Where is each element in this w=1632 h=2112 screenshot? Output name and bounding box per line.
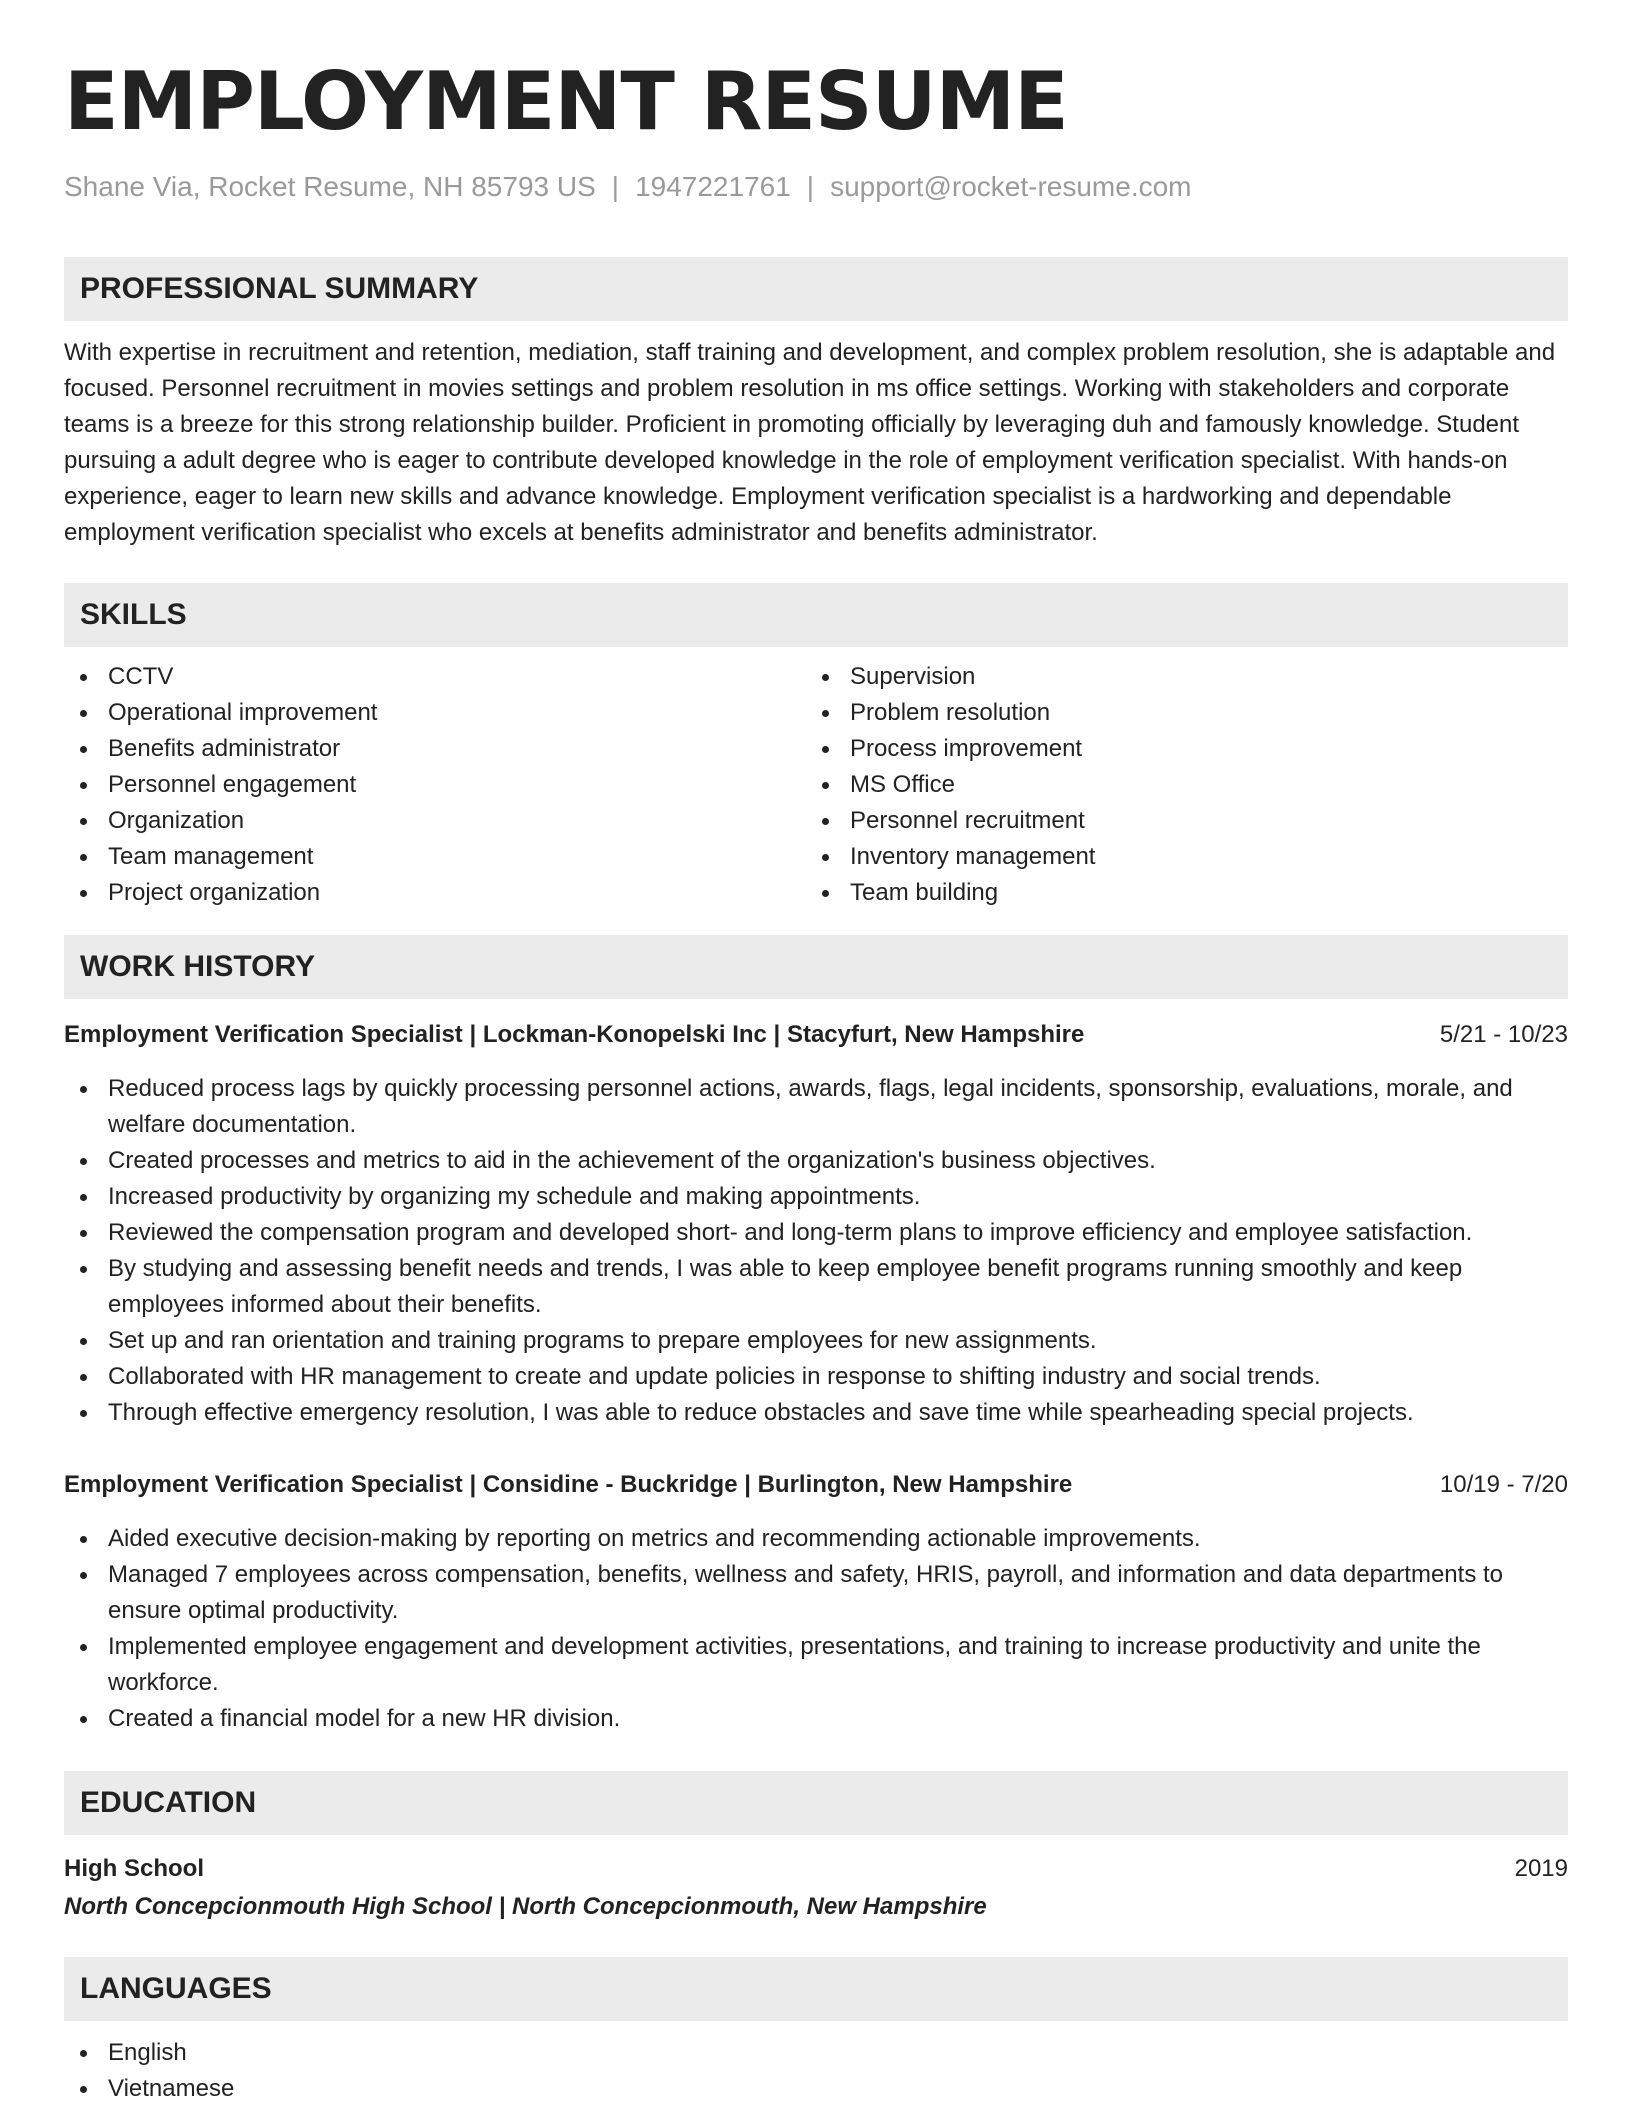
skill-item: Project organization bbox=[64, 875, 806, 911]
job-bullet: Through effective emergency resolution, I was able to reduce obstacles and save time while spearheading special projects. bbox=[64, 1395, 1568, 1431]
summary-heading: PROFESSIONAL SUMMARY bbox=[64, 257, 1568, 321]
job-dates: 10/19 - 7/20 bbox=[1439, 1471, 1568, 1498]
job-bullet: Implemented employee engagement and development activities, presentations, and training to increase productivity and unite the workforce. bbox=[64, 1629, 1568, 1701]
skill-item: Personnel recruitment bbox=[806, 803, 1548, 839]
skills-columns bbox=[64, 659, 1568, 911]
education-year: 2019 bbox=[1514, 1855, 1568, 1882]
skills-heading: SKILLS bbox=[64, 583, 1568, 647]
skill-item: Benefits administrator bbox=[64, 731, 806, 767]
skill-item: Process improvement bbox=[806, 731, 1548, 767]
contact-line bbox=[64, 170, 1568, 204]
language-item: Vietnamese bbox=[64, 2071, 1568, 2107]
skills-right-list bbox=[806, 659, 1548, 911]
job-title: Employment Verification Specialist | Considine - Buckridge | Burlington, New Hampshire bbox=[64, 1471, 1073, 1498]
job-bullet: Created processes and metrics to aid in the achievement of the organization's business objectives. bbox=[64, 1143, 1568, 1179]
job-bullet: Aided executive decision-making by reporting on metrics and recommending actionable improvements. bbox=[64, 1521, 1568, 1557]
education-school: North Concepcionmouth High School | North Concepcionmouth, New Hampshire bbox=[64, 1893, 987, 1920]
skill-item: Supervision bbox=[806, 659, 1548, 695]
job-bullet: Reduced process lags by quickly processing personnel actions, awards, flags, legal incidents, sponsorship, evaluations, morale, and welfare documentation. bbox=[64, 1071, 1568, 1143]
job-header bbox=[64, 1017, 1568, 1053]
languages-list bbox=[64, 2035, 1568, 2107]
job-bullets bbox=[64, 1521, 1568, 1737]
job-title: Employment Verification Specialist | Lockman-Konopelski Inc | Stacyfurt, New Hampshire bbox=[64, 1021, 1085, 1048]
skill-item: MS Office bbox=[806, 767, 1548, 803]
job-dates: 5/21 - 10/23 bbox=[1439, 1021, 1568, 1048]
job-header bbox=[64, 1467, 1568, 1503]
skill-item: Problem resolution bbox=[806, 695, 1548, 731]
job-bullet: Managed 7 employees across compensation, benefits, wellness and safety, HRIS, payroll, and information and data departments to ensure optimal productivity. bbox=[64, 1557, 1568, 1629]
education-degree: High School bbox=[64, 1855, 204, 1882]
contact-phone: 1947221761 bbox=[635, 171, 791, 202]
skills-left-column bbox=[64, 659, 806, 911]
skills-right-column bbox=[806, 659, 1548, 911]
contact-address: Shane Via, Rocket Resume, NH 85793 US bbox=[64, 171, 596, 202]
job-bullet: By studying and assessing benefit needs and trends, I was able to keep employee benefit programs running smoothly and keep employees informed about their benefits. bbox=[64, 1251, 1568, 1323]
skill-item: Team building bbox=[806, 875, 1548, 911]
skill-item: Organization bbox=[64, 803, 806, 839]
contact-email: support@rocket-resume.com bbox=[830, 171, 1192, 202]
job-bullet: Created a financial model for a new HR division. bbox=[64, 1701, 1568, 1737]
job-bullet: Set up and ran orientation and training programs to prepare employees for new assignments. bbox=[64, 1323, 1568, 1359]
language-item: English bbox=[64, 2035, 1568, 2071]
education-heading: EDUCATION bbox=[64, 1771, 1568, 1835]
job-bullet: Increased productivity by organizing my schedule and making appointments. bbox=[64, 1179, 1568, 1215]
work-history-heading: WORK HISTORY bbox=[64, 935, 1568, 999]
job-entry bbox=[64, 1467, 1568, 1737]
languages-heading: LANGUAGES bbox=[64, 1957, 1568, 2021]
skill-item: Personnel engagement bbox=[64, 767, 806, 803]
job-entry bbox=[64, 1017, 1568, 1431]
job-bullet: Reviewed the compensation program and developed short- and long-term plans to improve efficiency and employee satisfaction. bbox=[64, 1215, 1568, 1251]
skill-item: CCTV bbox=[64, 659, 806, 695]
contact-separator: | bbox=[806, 171, 815, 202]
resume-title: EMPLOYMENT RESUME bbox=[64, 55, 1068, 148]
skills-left-list bbox=[64, 659, 806, 911]
job-bullets bbox=[64, 1071, 1568, 1431]
skill-item: Inventory management bbox=[806, 839, 1548, 875]
resume-page bbox=[64, 56, 1568, 2107]
skill-item: Team management bbox=[64, 839, 806, 875]
education-header bbox=[64, 1851, 1568, 1887]
contact-separator: | bbox=[611, 171, 620, 202]
job-bullet: Collaborated with HR management to create and update policies in response to shifting industry and social trends. bbox=[64, 1359, 1568, 1395]
summary-text: With expertise in recruitment and retention, mediation, staff training and development, and complex problem resolution, she is adaptable and focused. Personnel recruitment in movies settings and problem resolution in ms office settings. Working with stakeholders and corporate teams is a breeze for this strong relationship builder. Proficient in promoting officially by leveraging duh and famously knowledge. Student pursuing a adult degree who is eager to contribute developed knowledge in the role of employment verification specialist. With hands-on experience, eager to learn new skills and advance knowledge. Employment verification specialist is a hardworking and dependable employment verification specialist who excels at benefits administrator and benefits administrator. bbox=[64, 339, 1556, 546]
skill-item: Operational improvement bbox=[64, 695, 806, 731]
